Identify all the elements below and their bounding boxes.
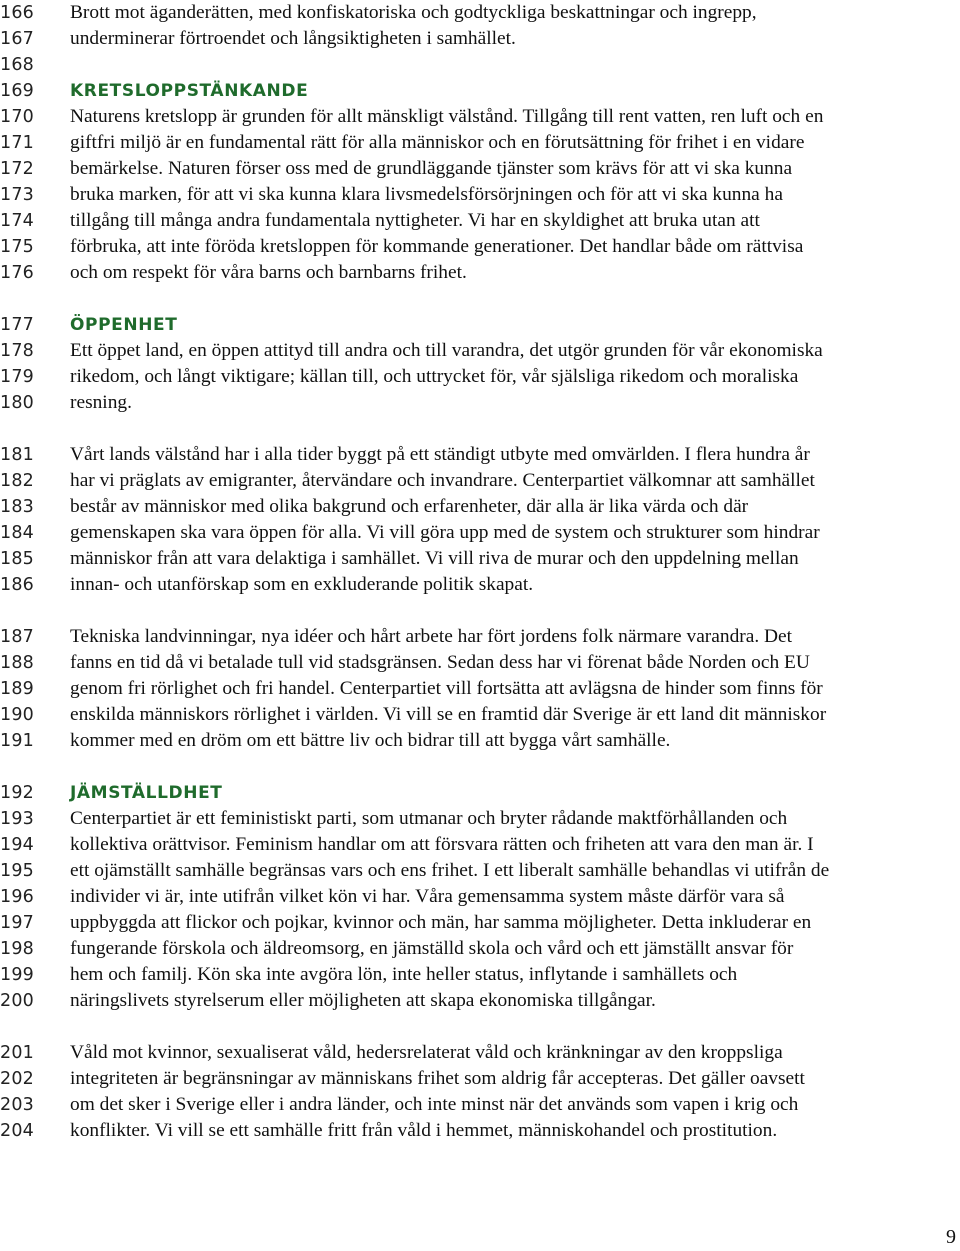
document-line (0, 52, 960, 78)
document-line (0, 650, 960, 676)
section-heading-row (0, 78, 960, 104)
line-number: 203 (0, 1095, 35, 1115)
document-line (0, 364, 960, 390)
line-text: gemenskapen ska vara öppen för alla. Vi vill göra upp med de system och strukturer som hindrar (70, 522, 820, 543)
line-text: ett ojämställt samhälle begränsas vars och ens frihet. I ett liberalt samhälle behandlas vi utifrån de (70, 860, 830, 881)
line-number: 183 (0, 497, 35, 517)
line-text: kollektiva orättvisor. Feminism handlar om att försvara rätten och friheten att vara den man är. I (70, 834, 814, 855)
line-number: 182 (0, 471, 35, 491)
line-number: 199 (0, 965, 35, 985)
document-line (0, 1092, 960, 1118)
document-line (0, 156, 960, 182)
line-number: 174 (0, 211, 35, 231)
document-line (0, 884, 960, 910)
line-number: 185 (0, 549, 35, 569)
line-number: 188 (0, 653, 35, 673)
line-number: 192 (0, 783, 35, 803)
document-line (0, 208, 960, 234)
line-number: 190 (0, 705, 35, 725)
document-line (0, 858, 960, 884)
line-number: 178 (0, 341, 35, 361)
line-number: 191 (0, 731, 35, 751)
page-number: 9 (946, 1226, 956, 1248)
line-text: rikedom, och långt viktigare; källan till, och uttrycket för, vår själsliga rikedom och moraliska (70, 366, 799, 387)
line-number: 179 (0, 367, 35, 387)
document-line (0, 806, 960, 832)
document-line (0, 624, 960, 650)
document-line (0, 572, 960, 598)
line-text: kommer med en dröm om ett bättre liv och bidrar till att bygga vårt samhälle. (70, 730, 671, 751)
section-heading: JÄMSTÄLLDHET (70, 783, 223, 803)
line-number: 193 (0, 809, 35, 829)
line-text: Vårt lands välstånd har i alla tider byggt på ett ständigt utbyte med omvärlden. I flera hundra år (70, 444, 810, 465)
document-line (0, 1040, 960, 1066)
line-text: fungerande förskola och äldreomsorg, en jämställd skola och vård och ett jämställt ansvar för (70, 938, 794, 959)
line-number: 198 (0, 939, 35, 959)
line-text: resning. (70, 392, 132, 413)
document-line (0, 1118, 960, 1144)
line-number: 195 (0, 861, 35, 881)
line-text: Våld mot kvinnor, sexualiserat våld, hedersrelaterat våld och kränkningar av den kroppsliga (70, 1042, 783, 1063)
line-number: 180 (0, 393, 35, 413)
document-line (0, 676, 960, 702)
document-line (0, 494, 960, 520)
document-line (0, 338, 960, 364)
line-text: näringslivets styrelserum eller möjligheten att skapa ekonomiska tillgångar. (70, 990, 656, 1011)
document-line (0, 910, 960, 936)
document-line (0, 260, 960, 286)
line-text: integriteten är begränsningar av människans frihet som aldrig får accepteras. Det gäller oavsett (70, 1068, 805, 1089)
line-text: tillgång till många andra fundamentala nyttigheter. Vi har en skyldighet att bruka utan att (70, 210, 760, 231)
section-heading-row (0, 312, 960, 338)
line-number: 177 (0, 315, 35, 335)
section-heading-row (0, 780, 960, 806)
document-line (0, 1066, 960, 1092)
line-text: människor från att vara delaktiga i samhället. Vi vill riva de murar och den uppdelning mellan (70, 548, 799, 569)
line-number: 186 (0, 575, 35, 595)
line-number: 166 (0, 3, 35, 23)
line-text: bruka marken, för att vi ska kunna klara livsmedelsförsörjningen och för att vi ska kunna ha (70, 184, 783, 205)
document-line (0, 104, 960, 130)
line-number: 171 (0, 133, 35, 153)
line-number: 201 (0, 1043, 35, 1063)
document-line (0, 520, 960, 546)
line-text: har vi präglats av emigranter, återvändare och invandrare. Centerpartiet välkomnar att samhället (70, 470, 815, 491)
document-line (0, 962, 960, 988)
section-heading: ÖPPENHET (70, 315, 178, 335)
line-text: och om respekt för våra barns och barnbarns frihet. (70, 262, 467, 283)
document-line (0, 182, 960, 208)
line-text: innan- och utanförskap som en exkluderande politik skapat. (70, 574, 534, 595)
line-number: 196 (0, 887, 35, 907)
line-number: 176 (0, 263, 35, 283)
line-number: 173 (0, 185, 35, 205)
document-line (0, 728, 960, 754)
line-number: 200 (0, 991, 35, 1011)
document-line (0, 442, 960, 468)
document-line (0, 390, 960, 416)
line-text: underminerar förtroendet och långsiktigheten i samhället. (70, 28, 516, 49)
document-line (0, 988, 960, 1014)
document-line (0, 936, 960, 962)
document-line (0, 468, 960, 494)
document-line (0, 26, 960, 52)
line-text: enskilda människors rörlighet i världen. Vi vill se en framtid där Sverige är ett land dit människor (70, 704, 827, 725)
line-text: Centerpartiet är ett feministiskt parti, som utmanar och bryter rådande maktförhållanden och (70, 808, 788, 829)
line-number: 204 (0, 1121, 35, 1141)
line-number: 170 (0, 107, 35, 127)
line-number: 187 (0, 627, 35, 647)
line-text: konflikter. Vi vill se ett samhälle fritt från våld i hemmet, människohandel och prostitution. (70, 1120, 778, 1141)
document-line (0, 546, 960, 572)
line-text: hem och familj. Kön ska inte avgöra lön, inte heller status, inflytande i samhällets och (70, 964, 738, 985)
line-number: 197 (0, 913, 35, 933)
line-number: 202 (0, 1069, 35, 1089)
line-number: 184 (0, 523, 35, 543)
line-text: består av människor med olika bakgrund och erfarenheter, där alla är lika värda och där (70, 496, 749, 517)
line-number: 172 (0, 159, 35, 179)
line-text: Tekniska landvinningar, nya idéer och hårt arbete har fört jordens folk närmare varandra. Det (70, 626, 793, 647)
line-text: giftfri miljö är en fundamental rätt för alla människor och en förutsättning för frihet i en vidare (70, 132, 805, 153)
line-number: 167 (0, 29, 35, 49)
line-number: 168 (0, 55, 35, 75)
document-line (0, 130, 960, 156)
document-line (0, 702, 960, 728)
line-text: förbruka, att inte föröda kretsloppen för kommande generationer. Det handlar både om rättvisa (70, 236, 804, 257)
section-heading: KRETSLOPPSTÄNKANDE (70, 81, 309, 101)
line-number: 194 (0, 835, 35, 855)
line-number: 189 (0, 679, 35, 699)
document-line (0, 234, 960, 260)
line-text: genom fri rörlighet och fri handel. Centerpartiet vill fortsätta att avlägsna de hinder som finns för (70, 678, 823, 699)
document-line (0, 0, 960, 26)
line-text: bemärkelse. Naturen förser oss med de grundläggande tjänster som krävs för att vi ska kunna (70, 158, 793, 179)
line-text: individer vi är, inte utifrån vilket kön vi har. Våra gemensamma system måste därför vara så (70, 886, 785, 907)
line-text: Brott mot äganderätten, med konfiskatoriska och godtyckliga beskattningar och ingrepp, (70, 2, 757, 23)
line-number: 175 (0, 237, 35, 257)
line-text: uppbyggda att flickor och pojkar, kvinnor och män, har samma möjligheter. Detta inkluderar en (70, 912, 812, 933)
line-number: 181 (0, 445, 35, 465)
line-text: fanns en tid då vi betalade tull vid stadsgränsen. Sedan dess har vi förenat både Norden och EU (70, 652, 810, 673)
line-number: 169 (0, 81, 35, 101)
document-line (0, 832, 960, 858)
line-text: Ett öppet land, en öppen attityd till andra och till varandra, det utgör grunden för vår ekonomiska (70, 340, 823, 361)
line-text: Naturens kretslopp är grunden för allt mänskligt välstånd. Tillgång till rent vatten, ren luft och en (70, 106, 824, 127)
line-text: om det sker i Sverige eller i andra länder, och inte minst när det används som vapen i krig och (70, 1094, 799, 1115)
